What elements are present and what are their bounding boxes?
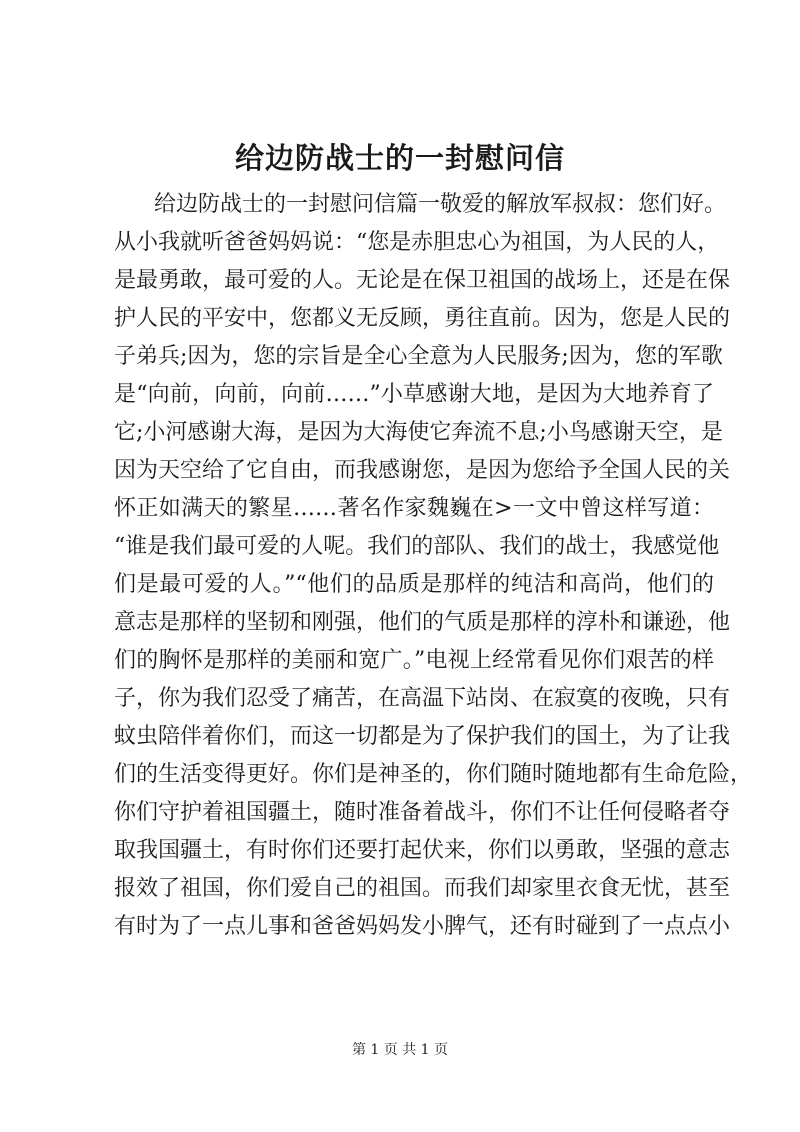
- body-line: “谁是我们最可爱的人呢。我们的部队、我们的战士，我感觉他: [114, 534, 720, 559]
- body-line: 子，你为我们忍受了痛苦，在高温下站岗、在寂寞的夜晚，只有: [114, 686, 731, 711]
- body-line: 它;小河感谢大海，是因为大海使它奔流不息;小鸟感谢天空，是: [114, 420, 723, 445]
- body-line: 报效了祖国，你们爱自己的祖国。而我们却家里衣食无忧，甚至: [114, 876, 731, 901]
- body-line: 是最勇敢，最可爱的人。无论是在保卫祖国的战场上，还是在保: [114, 268, 731, 293]
- body-line: 你们守护着祖国疆土，随时准备着战斗，你们不让任何侵略者夺: [114, 800, 731, 825]
- page-footer: 第 1 页 共 1 页: [351, 1042, 449, 1058]
- document-body: [114, 186, 753, 946]
- body-line: 因为天空给了它自由，而我感谢您，是因为您给予全国人民的关: [114, 458, 731, 483]
- body-line: 怀正如满天的繁星……著名作家魏巍在>一文中曾这样写道：: [114, 496, 714, 521]
- body-line: 有时为了一点儿事和爸爸妈妈发小脾气，还有时碰到了一点点小: [114, 914, 731, 939]
- body-line: 是“向前，向前，向前……”小草感谢大地，是因为大地养育了: [114, 382, 714, 407]
- body-line: 从小我就听爸爸妈妈说：“您是赤胆忠心为祖国，为人民的人，: [114, 230, 720, 255]
- body-line: 们是最可爱的人。”“他们的品质是那样的纯洁和高尚，他们的: [114, 572, 714, 597]
- body-line: 们的生活变得更好。你们是神圣的，你们随时随地都有生命危险，: [114, 762, 753, 787]
- document-title: 给边防战士的一封慰问信: [234, 141, 565, 175]
- body-line: 蚊虫陪伴着你们，而这一切都是为了保护我们的国土，为了让我: [114, 724, 731, 749]
- body-line: 护人民的平安中，您都义无反顾，勇往直前。因为，您是人民的: [114, 306, 731, 331]
- body-line: 给边防战士的一封慰问信篇一敬爱的解放军叔叔：您们好。: [154, 192, 727, 217]
- body-line: 们的胸怀是那样的美丽和宽广。”电视上经常看见你们艰苦的样: [114, 648, 714, 673]
- body-line: 取我国疆土，有时你们还要打起伏来，你们以勇敢，坚强的意志: [114, 838, 731, 863]
- body-line: 子弟兵;因为，您的宗旨是全心全意为人民服务;因为，您的军歌: [114, 344, 723, 369]
- body-line: 意志是那样的坚韧和刚强，他们的气质是那样的淳朴和谦逊，他: [114, 610, 731, 635]
